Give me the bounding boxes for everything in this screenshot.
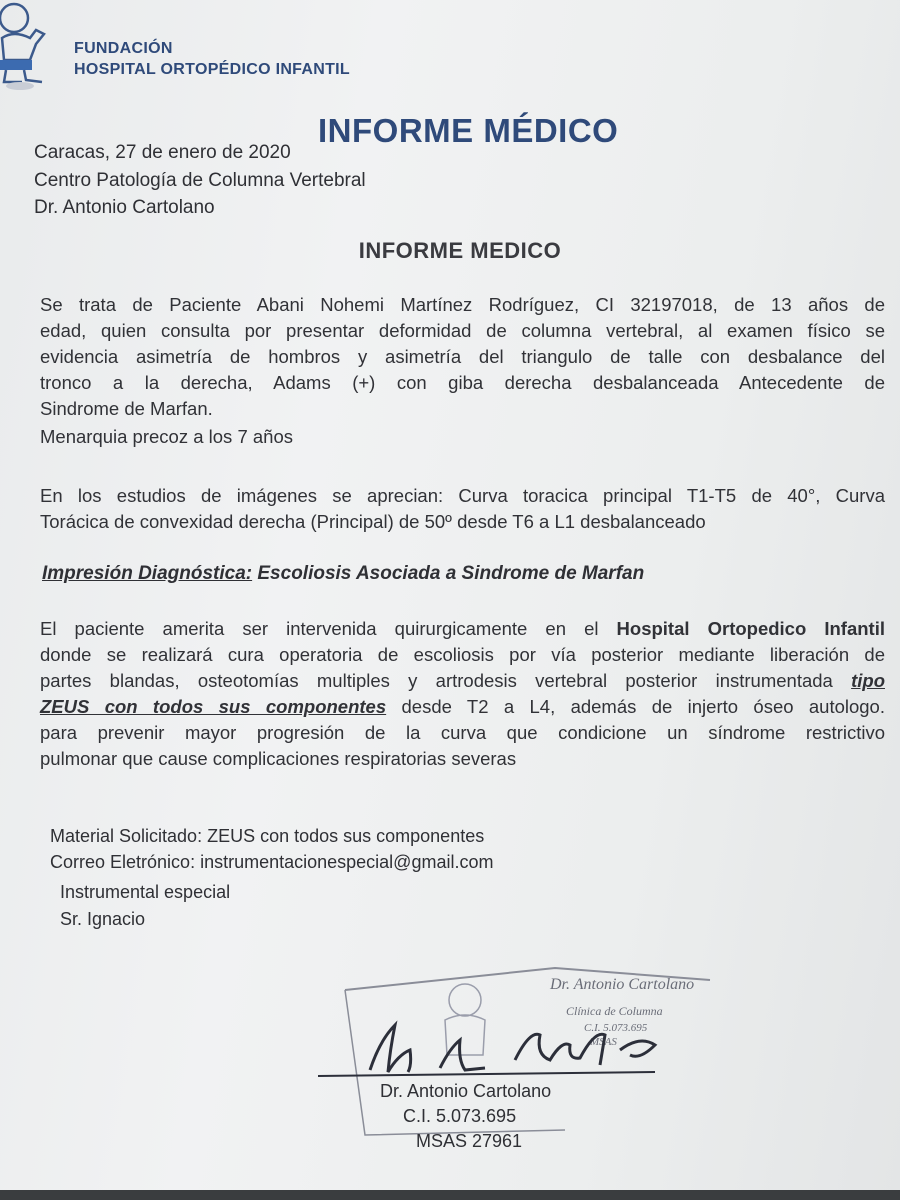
text-run: El paciente amerita ser intervenida quirurgicamente en el (40, 618, 617, 639)
paragraph-line (40, 694, 885, 720)
paragraph-line: En los estudios de imágenes se aprecian: Curva toracica principal T1-T5 de 40°, Curva (40, 485, 885, 506)
email-line: Correo Eletrónico: instrumentacionespecial@gmail.com (50, 852, 494, 872)
background-surface (0, 1190, 900, 1200)
stamp-unit: Clínica de Columna (566, 1004, 663, 1018)
header-date: Caracas, 27 de enero de 2020 (34, 142, 291, 163)
implant-name: ZEUS con todos sus componentes (40, 696, 387, 717)
report-title: INFORME MEDICO (358, 238, 562, 263)
paragraph-imaging (40, 483, 885, 535)
hospital-logo-icon (0, 0, 60, 95)
org-line-2: HOSPITAL ORTOPÉDICO INFANTIL (74, 61, 350, 78)
header-center: Centro Patología de Columna Vertebral (34, 170, 366, 191)
hospital-name: Hospital Ortopedico Infantil (616, 618, 885, 639)
paragraph-line: Se trata de Paciente Abani Nohemi Martínez Rodríguez, CI 32197018, de 13 años de (40, 294, 885, 315)
paragraph-line: donde se realizará cura operatoria de escoliosis por vía posterior mediante liberación de (40, 644, 885, 665)
paragraph-patient (40, 292, 885, 450)
paragraph-line: evidencia asimetría de hombros y asimetría del triangulo de talle con desbalance del (40, 346, 885, 367)
header-doctor: Dr. Antonio Cartolano (34, 197, 215, 218)
signature-name: Dr. Antonio Cartolano (380, 1081, 552, 1101)
menarche-line: Menarquia precoz a los 7 años (40, 426, 293, 447)
paragraph-line: edad, quien consulta por presentar deformidad de columna vertebral, al examen físico se (40, 320, 885, 341)
material-requested: Material Solicitado: ZEUS con todos sus componentes (50, 826, 485, 846)
paragraph-line (40, 668, 885, 694)
text-run: partes blandas, osteotomías multiples y artrodesis vertebral posterior instrumentada (40, 670, 852, 691)
paragraph-line (40, 616, 885, 642)
letterhead-organization (74, 38, 350, 80)
paragraph-line: tronco a la derecha, Adams (+) con giba derecha desbalanceada Antecedente de (40, 372, 885, 393)
signature-ci: C.I. 5.073.695 (403, 1106, 517, 1126)
diagnosis (42, 563, 644, 585)
implant-type-label: tipo (851, 670, 885, 691)
paragraph-line: pulmonar que cause complicaciones respiratorias severas (40, 748, 517, 769)
diagnosis-value: Escoliosis Asociada a Sindrome de Marfan (252, 563, 645, 584)
stamp-name: Dr. Antonio Cartolano (550, 976, 695, 993)
paragraph-line: Sindrome de Marfan. (40, 398, 213, 419)
contact-line: Sr. Ignacio (60, 909, 146, 929)
signature-msas: MSAS 27961 (416, 1131, 523, 1151)
stamp-ci: C.I. 5.073.695 (584, 1022, 648, 1034)
handwritten-signature-icon (300, 1010, 700, 1090)
stamp-msas: MSAS (590, 1036, 617, 1048)
org-line-1: FUNDACIÓN (74, 40, 173, 57)
paragraph-treatment (40, 616, 885, 772)
paragraph-line: para prevenir mayor progresión de la curva que condicione un síndrome restrictivo (40, 722, 885, 743)
letterhead-title: INFORME MÉDICO (318, 112, 619, 149)
department-line: Instrumental especial (60, 882, 231, 902)
text-run: desde T2 a L4, además de injerto óseo autologo. (386, 696, 885, 717)
diagnosis-label: Impresión Diagnóstica: (42, 563, 253, 584)
paragraph-line: Torácica de convexidad derecha (Principal) de 50º desde T6 a L1 desbalanceado (40, 511, 706, 532)
